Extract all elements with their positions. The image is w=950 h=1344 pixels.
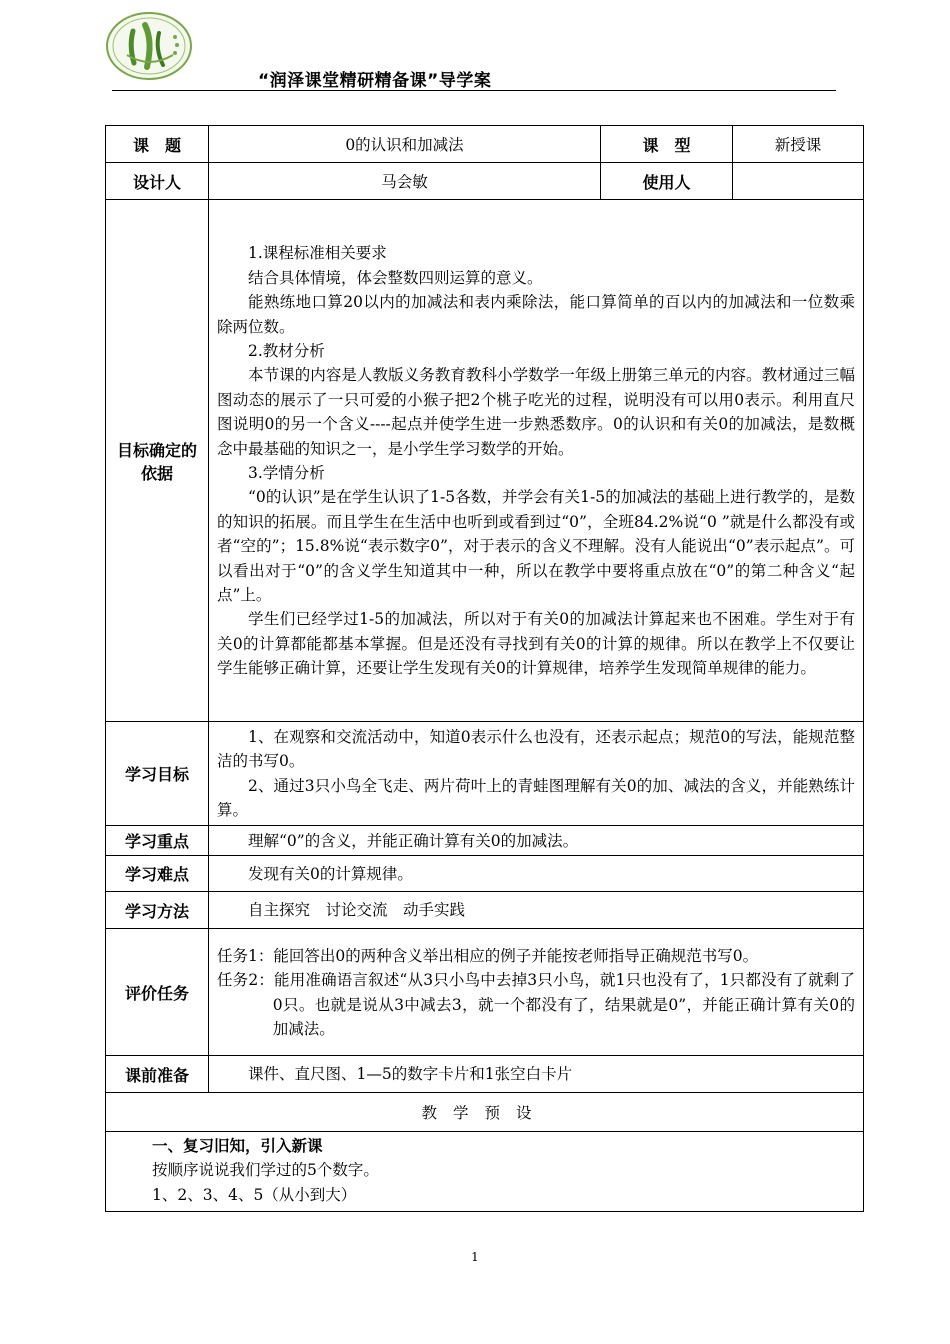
eval-label: 评价任务	[106, 929, 209, 1056]
basis-paragraph: 2.教材分析	[248, 341, 325, 360]
method-value: 自主探究 讨论交流 动手实践	[209, 892, 864, 929]
section-content	[106, 1132, 864, 1212]
header-divider	[112, 90, 836, 91]
designer-value: 马会敏	[209, 163, 601, 200]
section-heading: 一、复习旧知，引入新课	[152, 1137, 323, 1156]
section-line: 按顺序说说我们学过的5个数字。	[152, 1161, 379, 1180]
basis-label: 目标确定的依据	[106, 200, 209, 722]
goals-content	[209, 722, 864, 826]
prep-value: 课件、直尺图、1—5的数字卡片和1张空白卡片	[209, 1056, 864, 1093]
method-label: 学习方法	[106, 892, 209, 929]
eval-task: 任务1：能回答出0的两种含义举出相应的例子并能按老师指导正确规范书写0。	[217, 946, 759, 965]
difficulty-row	[106, 856, 864, 892]
type-label: 课 型	[601, 126, 733, 163]
header-title: “润泽课堂精研精备课”导学案	[258, 71, 492, 91]
teaching-title-row	[106, 1093, 864, 1132]
goals-row	[106, 722, 864, 826]
user-value	[733, 163, 864, 200]
goal-item: 2、通过3只小鸟全飞走、两片荷叶上的青蛙图理解有关0的加、减法的含义，并能熟练计算。	[217, 776, 855, 820]
section-line: 1、2、3、4、5（从小到大）	[152, 1185, 357, 1204]
key-value: 理解“0”的含义，并能正确计算有关0的加减法。	[209, 825, 864, 855]
basis-row	[106, 200, 864, 722]
basis-content	[209, 200, 864, 722]
designer-row	[106, 163, 864, 200]
basis-paragraph: 1.课程标准相关要求	[248, 244, 387, 263]
eval-task: 任务2：能用准确语言叙述“从3只小鸟中去掉3只小鸟，就1只也没有了，1只都没有了就剩了0只。也就是说从3中减去3，就一个都没有了，结果就是0”，并能正确计算有关0的加减法。	[217, 971, 855, 1038]
goals-label: 学习目标	[106, 722, 209, 826]
method-row	[106, 892, 864, 929]
eval-content	[209, 929, 864, 1056]
topic-label: 课 题	[106, 126, 209, 163]
basis-paragraph: “0的认识”是在学生认识了1-5各数，并学会有关1-5的加减法的基础上进行教学的，是数的知识的拓展。而且学生在生活中也听到或看到过“0”，全班84.2%说“0 ”就是什么都没有或者“空的”；15.8%说“表示数字0”，对于表示的含义不理解。没有人能说出“0”表示起点”。可以看出对于“0”的含义学生知道其中一种，所以在教学中要将重点放在“0”的第二种含义“起点”上。	[217, 488, 855, 605]
eval-row	[106, 929, 864, 1056]
key-row	[106, 825, 864, 855]
lesson-plan-table	[105, 125, 864, 1212]
prep-label: 课前准备	[106, 1056, 209, 1093]
teaching-title: 教学预设	[106, 1093, 864, 1132]
basis-paragraph: 学生们已经学过1-5的加减法，所以对于有关0的加减法计算起来也不困难。学生对于有关0的计算都能都基本掌握。但是还没有寻找到有关0的计算的规律。所以在教学上不仅要让学生能够正确计算，还要让学生发现有关0的计算规律，培养学生发现简单规律的能力。	[217, 610, 855, 678]
difficulty-label: 学习难点	[106, 856, 209, 892]
designer-label: 设计人	[106, 163, 209, 200]
goal-item: 1、在观察和交流活动中，知道0表示什么也没有，还表示起点；规范0的写法，能规范整洁的书写0。	[217, 728, 855, 771]
basis-paragraph: 能熟练地口算20以内的加减法和表内乘除法，能口算简单的百以内的加减法和一位数乘除两位数。	[217, 293, 855, 336]
type-value: 新授课	[733, 126, 864, 163]
topic-row	[106, 126, 864, 163]
basis-paragraph: 本节课的内容是人教版义务教育教科小学数学一年级上册第三单元的内容。教材通过三幅图动态的展示了一只可爱的小猴子把2个桃子吃光的过程，说明没有可以用0表示。利用直尺图说明0的另一个含义----起点并使学生进一步熟悉数序。0的认识和有关0的加减法，是数概念中最基础的知识之一，是小学生学习数学的开始。	[217, 366, 855, 458]
user-label: 使用人	[601, 163, 733, 200]
page-number: 1	[471, 1250, 479, 1264]
topic-value: 0的认识和加减法	[209, 126, 601, 163]
prep-row	[106, 1056, 864, 1093]
section-row	[106, 1132, 864, 1212]
basis-paragraph: 3.学情分析	[248, 464, 325, 482]
difficulty-value: 发现有关0的计算规律。	[209, 856, 864, 892]
school-logo	[103, 11, 195, 81]
key-label: 学习重点	[106, 825, 209, 855]
basis-paragraph: 结合具体情境，体会整数四则运算的意义。	[248, 268, 543, 287]
